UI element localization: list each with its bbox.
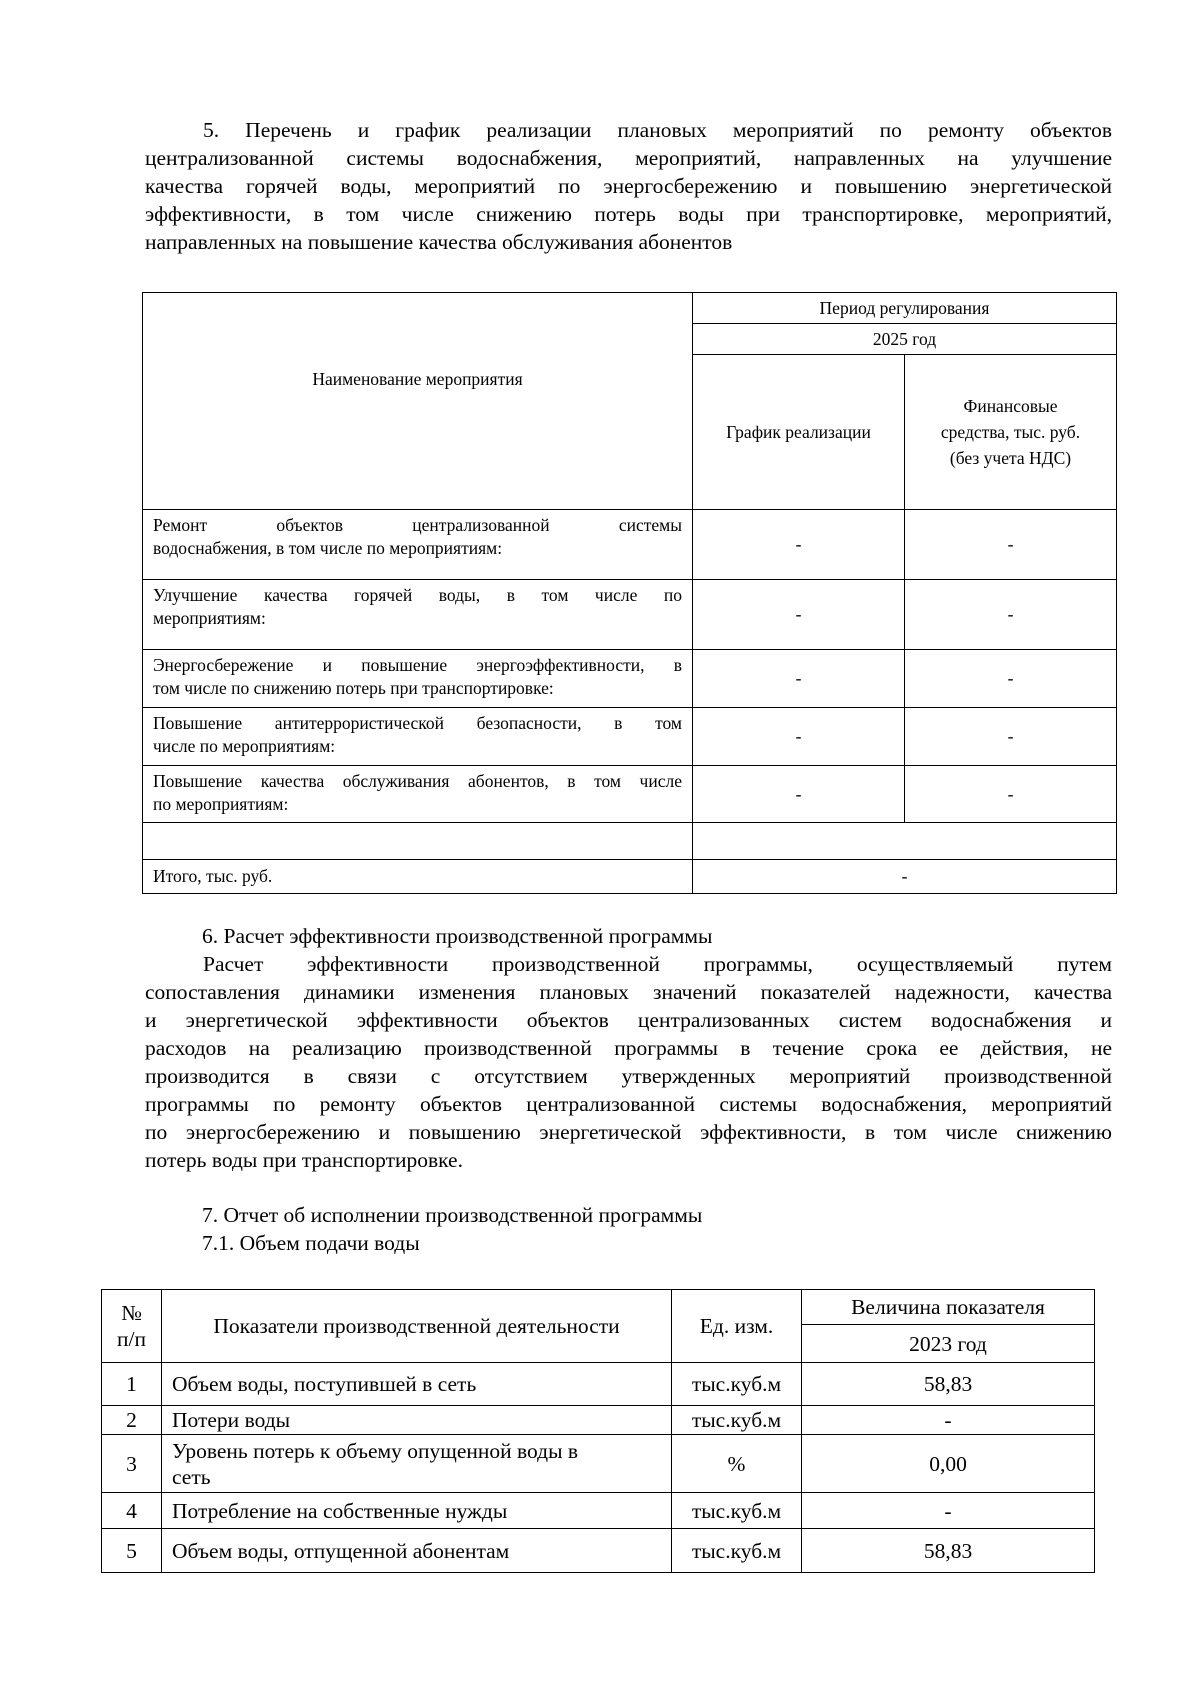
measure-finance: - xyxy=(905,580,1117,650)
measure-line: Повышение антитеррористической безопасности, в том xyxy=(153,713,682,733)
measure-line: Улучшение качества горячей воды, в том числе по xyxy=(153,585,682,605)
header-unit: Ед. изм. xyxy=(672,1290,802,1363)
measures-header-row xyxy=(143,293,1117,324)
supply-row xyxy=(102,1435,1095,1493)
row-num: 1 xyxy=(102,1363,162,1406)
measure-description xyxy=(143,708,693,766)
section5-line: 5. Перечень и график реализации плановых мероприятий по ремонту объектов xyxy=(203,118,1112,142)
measure-line: водоснабжения, в том числе по мероприятиям: xyxy=(153,538,503,558)
measures-row xyxy=(143,580,1117,650)
section6-line: и энергетической эффективности объектов централизованных систем водоснабжения и xyxy=(145,1008,1112,1032)
total-label: Итого, тыс. руб. xyxy=(143,860,693,894)
measures-table xyxy=(142,292,1117,894)
header-finance xyxy=(905,355,1117,510)
row-num: 5 xyxy=(102,1529,162,1573)
section5-line: направленных на повышение качества обслуживания абонентов xyxy=(145,230,733,254)
section5-line: качества горячей воды, мероприятий по энергосбережению и повышению энергетической xyxy=(145,174,1112,198)
measure-line: Ремонт объектов централизованной системы xyxy=(153,515,682,535)
row-value: 58,83 xyxy=(802,1363,1095,1406)
section5-line: централизованной системы водоснабжения, мероприятий, направленных на улучшение xyxy=(145,146,1112,170)
measure-line: по мероприятиям: xyxy=(153,794,289,814)
measure-schedule: - xyxy=(693,580,905,650)
measures-total-row xyxy=(143,860,1117,894)
supply-row xyxy=(102,1529,1095,1573)
header-num xyxy=(102,1290,162,1363)
measure-line: том числе по снижению потерь при транспортировке: xyxy=(153,678,554,698)
row-value: 58,83 xyxy=(802,1529,1095,1573)
row-num: 4 xyxy=(102,1493,162,1529)
header-measure-name: Наименование мероприятия xyxy=(143,293,693,510)
measures-row xyxy=(143,510,1117,580)
row-value: - xyxy=(802,1493,1095,1529)
section6-text xyxy=(145,950,1112,1174)
measure-finance: - xyxy=(905,708,1117,766)
row-unit: тыс.куб.м xyxy=(672,1406,802,1435)
measure-schedule: - xyxy=(693,510,905,580)
section6-title: 6. Расчет эффективности производственной программы xyxy=(202,924,713,948)
header-period: Период регулирования xyxy=(693,293,1117,324)
row-num: 2 xyxy=(102,1406,162,1435)
water-supply-table xyxy=(101,1289,1095,1573)
measure-finance: - xyxy=(905,510,1117,580)
section5-line: эффективности, в том числе снижению потерь воды при транспортировке, мероприятий, xyxy=(145,202,1112,226)
row-indicator: Потребление на собственные нужды xyxy=(162,1493,672,1529)
row-indicator: Объем воды, отпущенной абонентам xyxy=(162,1529,672,1573)
measure-description xyxy=(143,510,693,580)
section7-title: 7. Отчет об исполнении производственной программы xyxy=(202,1203,703,1227)
header-year: 2023 год xyxy=(802,1325,1095,1363)
measures-row xyxy=(143,650,1117,708)
header-num-line: п/п xyxy=(117,1327,146,1351)
row-unit: тыс.куб.м xyxy=(672,1363,802,1406)
row-indicator: Потери воды xyxy=(162,1406,672,1435)
measures-empty-row xyxy=(143,823,1117,860)
total-value: - xyxy=(693,860,1117,894)
measure-line: мероприятиям: xyxy=(153,608,266,628)
measure-line: Энергосбережение и повышение энергоэффективности, в xyxy=(153,655,682,675)
measure-line: числе по мероприятиям: xyxy=(153,736,336,756)
section6-line: программы по ремонту объектов централизованной системы водоснабжения, мероприятий xyxy=(145,1092,1112,1116)
supply-header-row xyxy=(102,1290,1095,1325)
empty-cell xyxy=(693,823,1117,860)
header-finance-line: средства, тыс. руб. xyxy=(940,422,1081,442)
row-value: 0,00 xyxy=(802,1435,1095,1493)
header-finance-line: (без учета НДС) xyxy=(949,448,1072,468)
row-unit: тыс.куб.м xyxy=(672,1493,802,1529)
row-indicator-line: сеть xyxy=(172,1464,211,1489)
measures-row xyxy=(143,708,1117,766)
header-indicator: Показатели производственной деятельности xyxy=(162,1290,672,1363)
header-value: Величина показателя xyxy=(802,1290,1095,1325)
row-indicator xyxy=(162,1435,672,1493)
row-num: 3 xyxy=(102,1435,162,1493)
measure-description xyxy=(143,650,693,708)
row-unit: % xyxy=(672,1435,802,1493)
header-schedule: График реализации xyxy=(693,355,905,510)
supply-row xyxy=(102,1363,1095,1406)
header-finance-line: Финансовые xyxy=(963,396,1058,416)
measure-line: Повышение качества обслуживания абонентов, в том числе xyxy=(153,771,682,791)
section6-line: сопоставления динамики изменения плановых значений показателей надежности, качества xyxy=(145,980,1112,1004)
header-year: 2025 год xyxy=(693,324,1117,355)
section6-line: потерь воды при транспортировке. xyxy=(145,1148,463,1172)
section5-heading xyxy=(145,116,1112,256)
measure-schedule: - xyxy=(693,766,905,823)
row-indicator-line: Уровень потерь к объему опущенной воды в xyxy=(172,1438,579,1463)
measure-description xyxy=(143,766,693,823)
row-unit: тыс.куб.м xyxy=(672,1529,802,1573)
measure-finance: - xyxy=(905,650,1117,708)
measures-row xyxy=(143,766,1117,823)
section7-subtitle: 7.1. Объем подачи воды xyxy=(202,1231,420,1255)
measure-finance: - xyxy=(905,766,1117,823)
supply-row xyxy=(102,1493,1095,1529)
row-indicator: Объем воды, поступившей в сеть xyxy=(162,1363,672,1406)
empty-cell xyxy=(143,823,693,860)
section6-line: расходов на реализацию производственной программы в течение срока ее действия, не xyxy=(145,1036,1112,1060)
measure-description xyxy=(143,580,693,650)
section6-line: производится в связи с отсутствием утвержденных мероприятий производственной xyxy=(145,1064,1112,1088)
supply-row xyxy=(102,1406,1095,1435)
section6-line: по энергосбережению и повышению энергетической эффективности, в том числе снижению xyxy=(145,1120,1112,1144)
measure-schedule: - xyxy=(693,650,905,708)
section6-line: Расчет эффективности производственной программы, осуществляемый путем xyxy=(203,952,1112,976)
measure-schedule: - xyxy=(693,708,905,766)
header-num-line: № xyxy=(121,1301,142,1325)
row-value: - xyxy=(802,1406,1095,1435)
